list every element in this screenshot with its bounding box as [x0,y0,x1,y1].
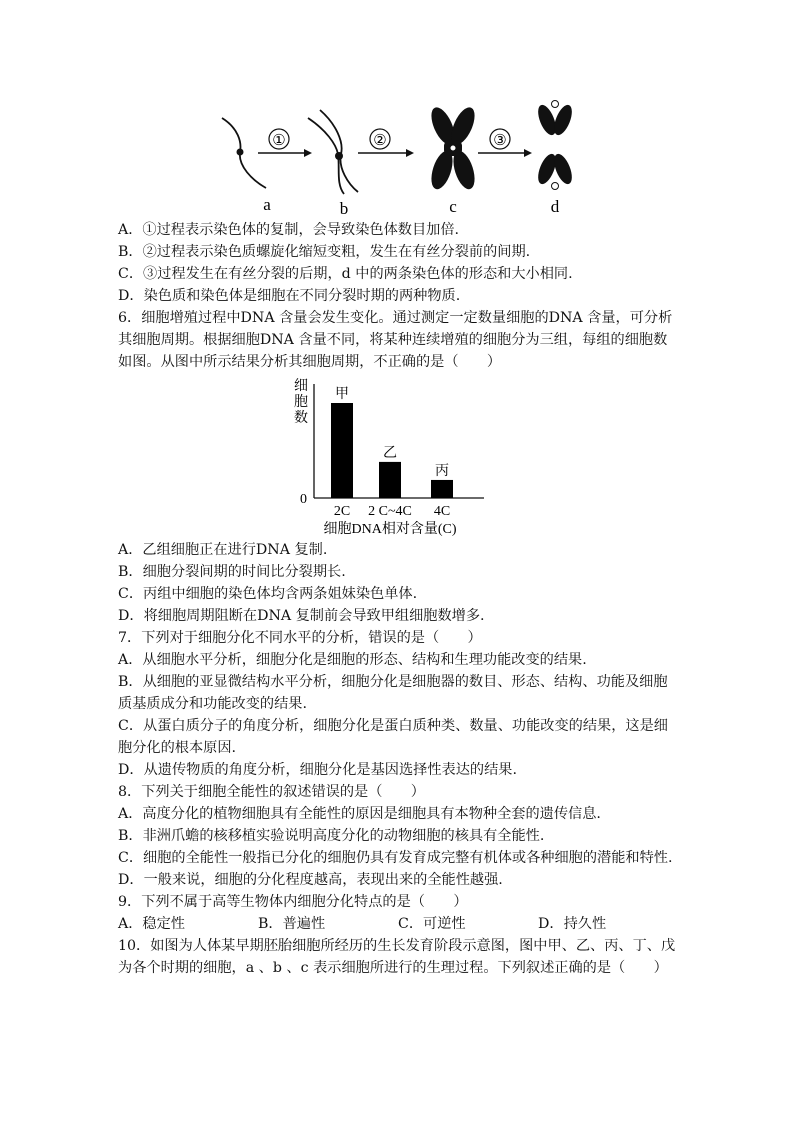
q6-option-d: D．将细胞周期阻断在DNA 复制前会导致甲组细胞数增多. [118,608,485,624]
q8-option-b: B．非洲爪蟾的核移植实验说明高度分化的动物细胞的核具有全能性. [118,828,545,844]
q5-option-d: D．染色质和染色体是细胞在不同分裂时期的两种物质. [118,288,461,304]
q7-line-3: 质基质成分和功能改变的结果. [118,696,307,712]
q7-line-6: D．从遗传物质的角度分析，细胞分化是基因选择性表达的结果. [118,762,517,778]
bar-label-1: 甲 [335,387,349,402]
q8-stem: 8．下列关于细胞全能性的叙述错误的是（ ） [118,784,425,800]
q7-line-5: 胞分化的根本原因. [118,740,237,756]
label-c: c [449,197,457,216]
x-tick-label-3: 4C [433,504,451,519]
q5-option-a: A．①过程表示染色体的复制，会导致染色体数目加倍. [118,222,460,238]
q6-option-a: A．乙组细胞正在进行DNA 复制. [118,542,328,558]
chromosome-d-lower [535,152,576,187]
origin-label: 0 [300,492,307,507]
centromere-b [335,152,343,160]
q5-option-b: B．②过程表示染色质螺旋化缩短变粗，发生在有丝分裂前的间期. [118,244,531,260]
q7-line-2: B．从细胞的亚显微结构水平分析，细胞分化是细胞器的数目、形态、结构、功能及细胞 [118,674,668,690]
label-a: a [263,195,271,214]
q9-options [118,914,606,935]
label-d: d [550,197,560,216]
q9-option-c: C．可逆性 [398,916,466,932]
q8-option-a: A．高度分化的植物细胞具有全能性的原因是细胞具有本物种全套的遗传信息. [118,806,601,822]
centromere-a [237,149,244,156]
q6-option-c: C．丙组中细胞的染色体均含两条姐妹染色单体. [118,586,418,602]
q8-option-d: D．一般来说，细胞的分化程度越高，表现出来的全能性越强. [118,872,503,888]
bar-label-3: 丙 [435,463,449,479]
bar-label-2: 乙 [383,445,397,461]
bar-3 [431,480,453,498]
x-axis-label: 细胞DNA相对含量(C) [323,522,457,537]
y-axis-label: 细 胞 数 [294,379,308,426]
bar-1 [331,403,353,498]
q6-option-b: B．细胞分裂间期的时间比分裂期长. [118,564,346,580]
bar-2 [379,462,401,498]
x-tick-label-2: 2 C~4C [368,504,412,519]
q6-stem-line-1: 6．细胞增殖过程中DNA 含量会发生变化。通过测定一定数量细胞的DNA 含量，可分析 [118,310,673,326]
step-3-label: ③ [493,133,507,149]
q9-option-d: D．持久性 [538,916,607,932]
step-2-label: ② [373,133,387,149]
q8-option-c: C．细胞的全能性一般指已分化的细胞仍具有发育成完整有机体或各种细胞的潜能和特性. [118,850,673,866]
q9-option-b: B．普遍性 [258,916,326,932]
q6-stem-line-2: 其细胞周期。根据细胞DNA 含量不同，将某种连续增殖的细胞分为三组，每组的细胞数 [118,332,668,348]
label-b: b [339,199,349,218]
step-1-label: ① [272,133,286,149]
q9-option-a: A．稳定性 [118,916,185,932]
dna-content-bar-chart [286,374,496,538]
q9-stem: 9．下列不属于高等生物体内细胞分化特点的是（ ） [118,894,468,910]
q10-stem-line-2: 为各个时期的细胞，a 、b 、c 表示细胞所进行的生理过程。下列叙述正确的是（ ） [118,960,668,976]
q7-stem: 7．下列对于细胞分化不同水平的分析，错误的是（ ） [118,630,482,646]
q6-stem-line-3: 如图。从图中所示结果分析其细胞周期，不正确的是（ ） [118,354,502,370]
chromosome-process-figure [212,96,592,218]
q5-option-c: C．③过程发生在有丝分裂的后期，d 中的两条染色体的形态和大小相同. [118,266,573,282]
q10-stem-line-1: 10．如图为人体某早期胚胎细胞所经历的生长发育阶段示意图，图中甲、乙、丙、丁、戊 [118,938,676,954]
x-tick-label-1: 2C [333,504,351,519]
q7-line-1: A．从细胞水平分析，细胞分化是细胞的形态、结构和生理功能改变的结果. [118,652,587,668]
q7-line-4: C．从蛋白质分子的角度分析，细胞分化是蛋白质种类、数量、功能改变的结果，这是细 [118,718,668,734]
